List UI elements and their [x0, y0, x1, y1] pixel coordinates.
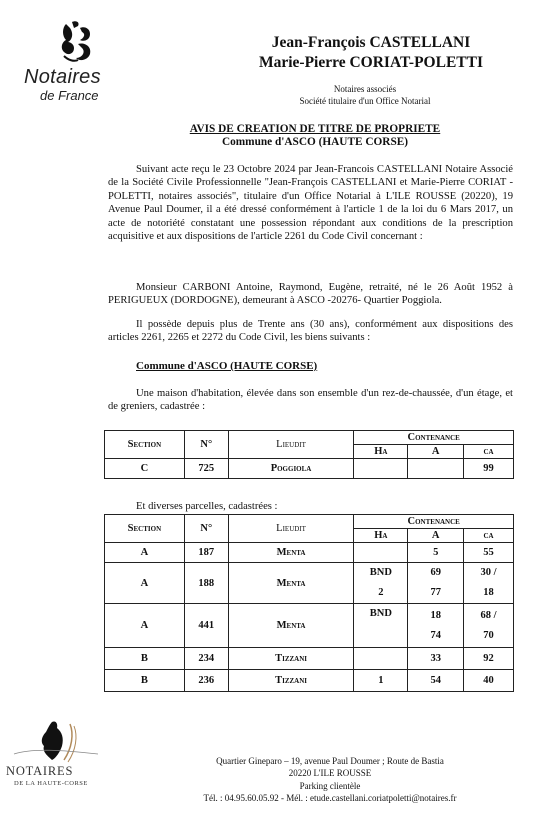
footer-line-1: Quartier Gineparo – 19, avenue Paul Doumer ; Route de Bastia — [216, 756, 444, 766]
logo-bottom-region-text: DE LA HAUTE-CORSE — [14, 780, 88, 787]
cell-lieudit: Poggiola — [228, 459, 354, 479]
cell-ca-line1: 68 / — [480, 609, 497, 621]
cell-section: B — [105, 648, 185, 670]
cell-ca — [464, 604, 514, 648]
logo-bottom-notaires-text: NOTAIRES — [6, 764, 74, 778]
header-section: Section — [105, 431, 185, 459]
marianne-icon — [52, 18, 102, 68]
cell-a: 33 — [408, 648, 464, 670]
cell-ca — [464, 563, 514, 604]
paragraph-possession: Il possède depuis plus de Trente ans (30 ans), conformément aux dispositions des articles 2261, 2265 et 2272 du Code Civil, les biens suivants : — [108, 319, 513, 344]
paragraph-act: Suivant acte reçu le 23 Octobre 2024 par Jean-Francois CASTELLANI Notaire Associé de la Société Civile Professionnelle "Jean-François CASTELLANI et Marie-Pierre CORIAT - POLETTI, notaires associés", titulaire d'un Office Notarial à L'ILE ROUSSE (20220), 19 Avenue Paul Doumer, il a été dressé conformément à l'article 1 de la loi du 6 Mars 2017, un acte de notoriété constatant une possession répondant aux conditions de la prescription acquisitive et aux dispositions de l'article 2261 du Code Civil concernant : — [108, 164, 513, 243]
header-a: A — [408, 529, 464, 543]
cadastre-table-house — [104, 430, 514, 479]
cell-ca-line1: 30 / — [480, 567, 497, 578]
cell-numero: 725 — [184, 459, 228, 479]
cell-section: A — [105, 604, 185, 648]
cell-a-line2: 74 — [430, 629, 441, 641]
cell-ha-line1: BND — [369, 608, 392, 619]
title-line-1: AVIS DE CREATION DE TITRE DE PROPRIETE — [189, 123, 441, 135]
notaires-de-france-logo — [20, 18, 140, 108]
cell-lieudit: Tizzani — [228, 648, 354, 670]
cell-numero: 236 — [184, 670, 228, 692]
header-lieudit: Lieudit — [228, 431, 354, 459]
notary-names — [230, 33, 512, 73]
cell-ha — [354, 604, 408, 648]
cell-ca: 92 — [464, 648, 514, 670]
cell-a-line2: 77 — [430, 587, 441, 598]
cell-ca-line2: 18 — [483, 587, 494, 598]
title-line-2: Commune d'ASCO (HAUTE CORSE) — [221, 136, 409, 148]
footer-line-4: Tél. : 04.95.60.05.92 - Mél. : etude.castellani.coriatpoletti@notaires.fr — [203, 792, 457, 803]
footer-address — [165, 755, 495, 804]
footer-line-2: 20220 L'ILE ROUSSE — [288, 768, 372, 779]
header-ha: Ha — [354, 529, 408, 543]
cell-a-line1: 69 — [430, 567, 441, 578]
header-numero: N° — [184, 515, 228, 543]
footer-line-3: Parking clientèle — [299, 780, 361, 791]
table-row — [105, 670, 514, 692]
header-ha: Ha — [354, 445, 408, 459]
cell-numero: 441 — [184, 604, 228, 648]
cell-section: B — [105, 670, 185, 692]
cell-a — [408, 604, 464, 648]
header-section: Section — [105, 515, 185, 543]
cell-ha-line1: BND — [369, 567, 392, 578]
cell-a — [408, 563, 464, 604]
corsica-map-icon — [12, 720, 102, 764]
table-row — [105, 563, 514, 604]
cell-lieudit: Tizzani — [228, 670, 354, 692]
office-sub-2: Société titulaire d'un Office Notarial — [299, 96, 431, 106]
office-description — [270, 83, 460, 107]
header-a: A — [408, 445, 464, 459]
paragraph-parcels: Et diverses parcelles, cadastrées : — [136, 501, 278, 512]
cell-a — [408, 459, 464, 479]
header-lieudit: Lieudit — [228, 515, 354, 543]
cell-lieudit: Menta — [228, 604, 354, 648]
header-numero: N° — [184, 431, 228, 459]
cell-a: 54 — [408, 670, 464, 692]
notary-name-1: Jean-François CASTELLANI — [271, 34, 471, 51]
cell-section: A — [105, 543, 185, 563]
paragraph-owner: Monsieur CARBONI Antoine, Raymond, Eugène, retraité, né le 26 Août 1952 à PERIGUEUX (DORDOGNE), demeurant à ASCO -20276- Quartier Poggiola. — [108, 282, 513, 307]
header-ca: ca — [464, 529, 514, 543]
logo-notaires-text: Notaires — [24, 66, 101, 88]
header-contenance: Contenance — [354, 431, 514, 445]
cell-lieudit: Menta — [228, 563, 354, 604]
cell-numero: 234 — [184, 648, 228, 670]
cell-a: 5 — [408, 543, 464, 563]
cell-section: C — [105, 459, 185, 479]
cell-a-line1: 18 — [430, 609, 441, 621]
notary-name-2: Marie-Pierre CORIAT-POLETTI — [258, 54, 483, 71]
header-contenance: Contenance — [354, 515, 514, 529]
cell-ha — [354, 563, 408, 604]
cell-section: A — [105, 563, 185, 604]
paragraph-house: Une maison d'habitation, élevée dans son ensemble d'un rez-de-chaussée, d'un étage, et de greniers, cadastrée : — [108, 388, 513, 413]
header-ca: ca — [464, 445, 514, 459]
table-row — [105, 648, 514, 670]
logo-defrance-text: de France — [40, 88, 99, 103]
cell-ca: 40 — [464, 670, 514, 692]
cell-ha-line2: 2 — [378, 587, 384, 598]
cell-numero: 188 — [184, 563, 228, 604]
cell-ha — [354, 543, 408, 563]
commune-heading: Commune d'ASCO (HAUTE CORSE) — [136, 360, 318, 372]
document-title — [150, 123, 480, 149]
cell-ha — [354, 648, 408, 670]
cell-ca-line2: 70 — [483, 629, 494, 641]
cell-ca: 99 — [464, 459, 514, 479]
table-row — [105, 543, 514, 563]
table-row — [105, 604, 514, 648]
cadastre-table-parcels — [104, 514, 514, 692]
cell-lieudit: Menta — [228, 543, 354, 563]
cell-ha — [354, 459, 408, 479]
cell-ca: 55 — [464, 543, 514, 563]
cell-numero: 187 — [184, 543, 228, 563]
office-sub-1: Notaires associés — [333, 84, 397, 94]
cell-ha: 1 — [354, 670, 408, 692]
table-row — [105, 459, 514, 479]
